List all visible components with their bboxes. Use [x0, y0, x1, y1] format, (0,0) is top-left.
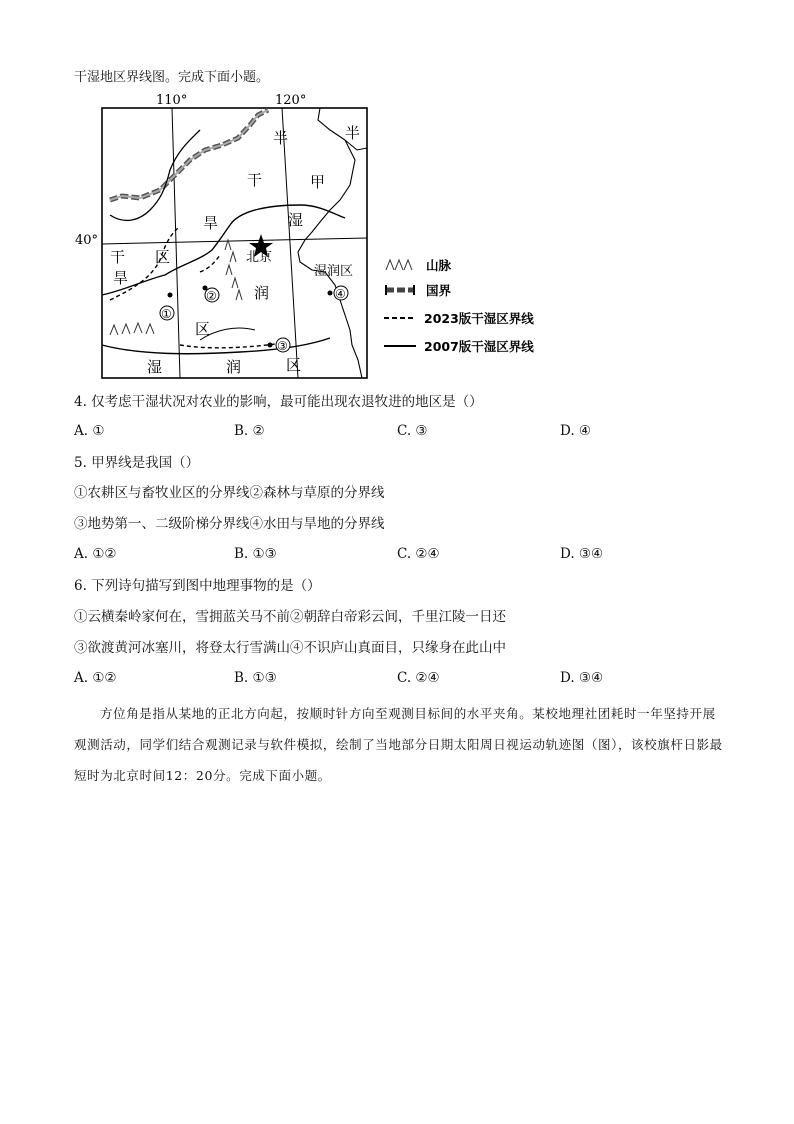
- map-char-run-bottom: 润: [226, 358, 242, 376]
- q6-option-c[interactable]: C. ②④: [397, 670, 440, 686]
- parallel-40: [102, 238, 367, 244]
- q4-option-c[interactable]: C. ③: [397, 423, 428, 439]
- map-char-qu-bottom: 区: [286, 356, 302, 374]
- map-char-ban2: 半: [345, 124, 361, 142]
- map-char-gan-left: 干: [110, 248, 126, 266]
- map-char-qu-mid: 区: [195, 320, 211, 338]
- national-border: [110, 110, 268, 200]
- map-char-qu-left1: 区: [155, 248, 171, 266]
- q6-option-b[interactable]: B. ①③: [234, 670, 277, 686]
- mountain-range-taihang: [225, 240, 242, 300]
- meridian-110: [172, 108, 180, 378]
- q6-option-a[interactable]: A. ①②: [74, 670, 117, 686]
- q4-stem: 4. 仅考虑干湿状况对农业的影响，最可能出现农退牧进的地区是（）: [74, 394, 483, 410]
- border-legend-icon: [386, 285, 414, 295]
- q5-line1: ①农耕区与畜牧业区的分界线②森林与草原的分界线: [74, 485, 385, 501]
- q5-stem: 5. 甲界线是我国（）: [74, 455, 200, 471]
- q4-option-d[interactable]: D. ④: [560, 423, 592, 439]
- dry-wet-boundary-map: [0, 0, 794, 380]
- map-char-jia: 甲: [310, 173, 326, 191]
- legend-2023-label: 2023版干湿区界线: [424, 311, 534, 326]
- q5-option-a[interactable]: A. ①②: [74, 546, 117, 562]
- point-2-label: ②: [206, 289, 217, 303]
- q5-option-d[interactable]: D. ③④: [560, 546, 604, 562]
- map-legend: [384, 258, 534, 354]
- q5-option-c[interactable]: C. ②④: [397, 546, 440, 562]
- map-char-run-mid: 润: [254, 284, 270, 302]
- mountain-legend-icon: [386, 260, 412, 270]
- national-border-inner: [110, 110, 268, 200]
- intro-paragraph: 方位角是指从某地的正北方向起，按顺时针方向至观测目标间的水平夹角。某校地理社团耗时一年坚持开展观测活动，同学们结合观测记录与软件模拟，绘制了当地部分日期太阳周日视运动轨迹图（图），该校旗杆日影最短时为北京时间12：20分。完成下面小题。: [74, 706, 723, 783]
- q6-line1: ①云横秦岭家何在，雪拥蓝关马不前②朝辞白帝彩云间，千里江陵一日还: [74, 609, 506, 625]
- lat-label-40: 40°: [75, 233, 99, 248]
- q6-stem: 6. 下列诗句描写到图中地理事物的是（）: [74, 578, 321, 594]
- meridian-120: [282, 108, 298, 378]
- map-char-han: 旱: [203, 214, 219, 232]
- map-char-ban1: 半: [273, 129, 289, 147]
- point-1-label: ①: [161, 307, 172, 321]
- mountain-range-qinling: [110, 323, 154, 335]
- beijing-label: 北京: [246, 250, 273, 265]
- legend-2007-label: 2007版干湿区界线: [424, 339, 534, 354]
- q4-option-a[interactable]: A. ①: [74, 423, 105, 439]
- q5-line2: ③地势第一、二级阶梯分界线④水田与旱地的分界线: [74, 516, 385, 532]
- legend-mountain-label: 山脉: [426, 258, 452, 273]
- lon-label-120: 120°: [275, 93, 307, 108]
- q5-option-b[interactable]: B. ①③: [234, 546, 277, 562]
- lon-label-110: 110°: [156, 93, 188, 108]
- map-char-shi-bottom: 湿: [147, 358, 163, 376]
- boundary-arid: [110, 130, 200, 220]
- point-4-label: ④: [335, 287, 346, 301]
- point-3-label: ③: [277, 339, 288, 353]
- shirun-east-label: 湿润区: [314, 264, 354, 279]
- legend-border-label: 国界: [426, 283, 452, 298]
- q6-option-d[interactable]: D. ③④: [560, 670, 604, 686]
- intro-text: 干湿地区界线图。完成下面小题。: [74, 70, 270, 85]
- map-char-han-left: 旱: [113, 269, 129, 287]
- q4-option-b[interactable]: B. ②: [234, 423, 265, 439]
- map-char-shi-top: 湿: [288, 211, 304, 229]
- coastline: [298, 108, 362, 378]
- q6-line2: ③欲渡黄河冰塞川，将登太行雪满山④不识庐山真面目，只缘身在此山中: [74, 640, 506, 656]
- boundary-2023-south: [180, 342, 290, 348]
- map-char-gan-top: 干: [247, 171, 263, 189]
